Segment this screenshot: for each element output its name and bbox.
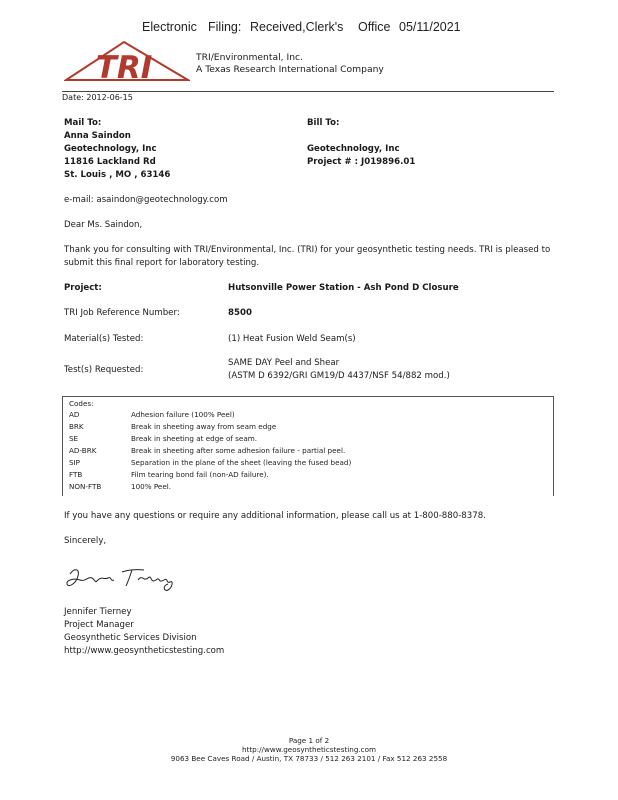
code-description: Break in sheeting at edge of seam. xyxy=(131,434,258,443)
company-name: TRI/Environmental, Inc. xyxy=(196,52,303,63)
mail-to-city: St. Louis , MO , 63146 xyxy=(64,170,171,180)
filing-label-office: Office xyxy=(358,20,391,34)
report-date: Date: 2012-06-15 xyxy=(62,93,133,102)
tests-value-1: SAME DAY Peel and Shear xyxy=(228,358,340,368)
materials-value: (1) Heat Fusion Weld Seam(s) xyxy=(228,334,356,344)
signer-website-link[interactable]: http://www.geosyntheticstesting.com xyxy=(64,646,225,656)
code-key: SE xyxy=(69,434,79,443)
sincerely: Sincerely, xyxy=(64,536,107,546)
filing-label-electronic: Electronic xyxy=(142,20,197,34)
materials-label: Material(s) Tested: xyxy=(64,334,144,344)
footer-page-number: Page 1 of 2 xyxy=(288,736,330,745)
code-description: Separation in the plane of the sheet (leaving the fused bead) xyxy=(131,458,352,467)
job-ref-value: 8500 xyxy=(228,308,252,318)
job-ref-label: TRI Job Reference Number: xyxy=(64,308,180,318)
header-divider xyxy=(62,91,554,92)
filing-label-filing: Filing: xyxy=(208,20,242,34)
intro-paragraph: Thank you for consulting with TRI/Environmental, Inc. (TRI) for your geosynthetic testing needs. TRI is pleased to submit this final report for laboratory testing. xyxy=(64,245,551,268)
closing-text: If you have any questions or require any additional information, please call us at 1-800-880-8378. xyxy=(64,511,486,521)
footer-address: 9063 Bee Caves Road / Austin, TX 78733 / 512 263 2101 / Fax 512 263 2558 xyxy=(170,754,448,763)
mail-to-street: 11816 Lackland Rd xyxy=(64,157,156,167)
bill-to-heading: Bill To: xyxy=(307,118,340,128)
project-value: Hutsonville Power Station - Ash Pond D Closure xyxy=(228,283,459,293)
code-key: AD xyxy=(69,410,80,419)
email-line: e-mail: asaindon@geotechnology.com xyxy=(64,195,228,205)
signature-last-stroke xyxy=(122,570,172,591)
signer-division: Geosynthetic Services Division xyxy=(64,633,197,643)
code-key: SIP xyxy=(69,458,81,467)
filing-date: 05/11/2021 xyxy=(399,20,461,34)
handwritten-signature xyxy=(64,560,184,594)
mail-to-heading: Mail To: xyxy=(64,118,102,128)
tests-label: Test(s) Requested: xyxy=(64,365,144,375)
bill-to-company: Geotechnology, Inc xyxy=(307,144,400,154)
code-description: Film tearing bond fail (non-AD failure). xyxy=(131,470,269,479)
signer-title: Project Manager xyxy=(64,620,134,630)
footer-url-link[interactable]: http://www.geosyntheticstesting.com xyxy=(241,745,377,754)
code-key: BRK xyxy=(69,422,84,431)
logo-text: TRI xyxy=(95,50,153,82)
salutation: Dear Ms. Saindon, xyxy=(64,220,143,230)
code-description: Adhesion failure (100% Peel) xyxy=(131,410,235,419)
tests-value-2: (ASTM D 6392/GRI GM19/D 4437/NSF 54/882 mod.) xyxy=(228,371,450,381)
code-key: AD-BRK xyxy=(69,446,97,455)
signature-first-stroke xyxy=(67,570,114,586)
codes-box xyxy=(62,396,554,496)
mail-to-name: Anna Saindon xyxy=(64,131,131,141)
project-label: Project: xyxy=(64,283,102,293)
codes-title: Codes: xyxy=(69,399,94,408)
code-key: FTB xyxy=(69,470,83,479)
company-tagline: A Texas Research International Company xyxy=(196,64,384,75)
code-description: Break in sheeting after some adhesion failure - partial peel. xyxy=(131,446,346,455)
signer-name: Jennifer Tierney xyxy=(64,607,132,617)
filing-label-received: Received,Clerk's xyxy=(250,20,344,34)
code-description: 100% Peel. xyxy=(131,482,172,491)
mail-to-company: Geotechnology, Inc xyxy=(64,144,157,154)
tri-logo xyxy=(64,40,190,82)
code-description: Break in sheeting away from seam edge xyxy=(131,422,277,431)
bill-to-project: Project # : J019896.01 xyxy=(307,157,416,167)
code-key: NON-FTB xyxy=(69,482,102,491)
